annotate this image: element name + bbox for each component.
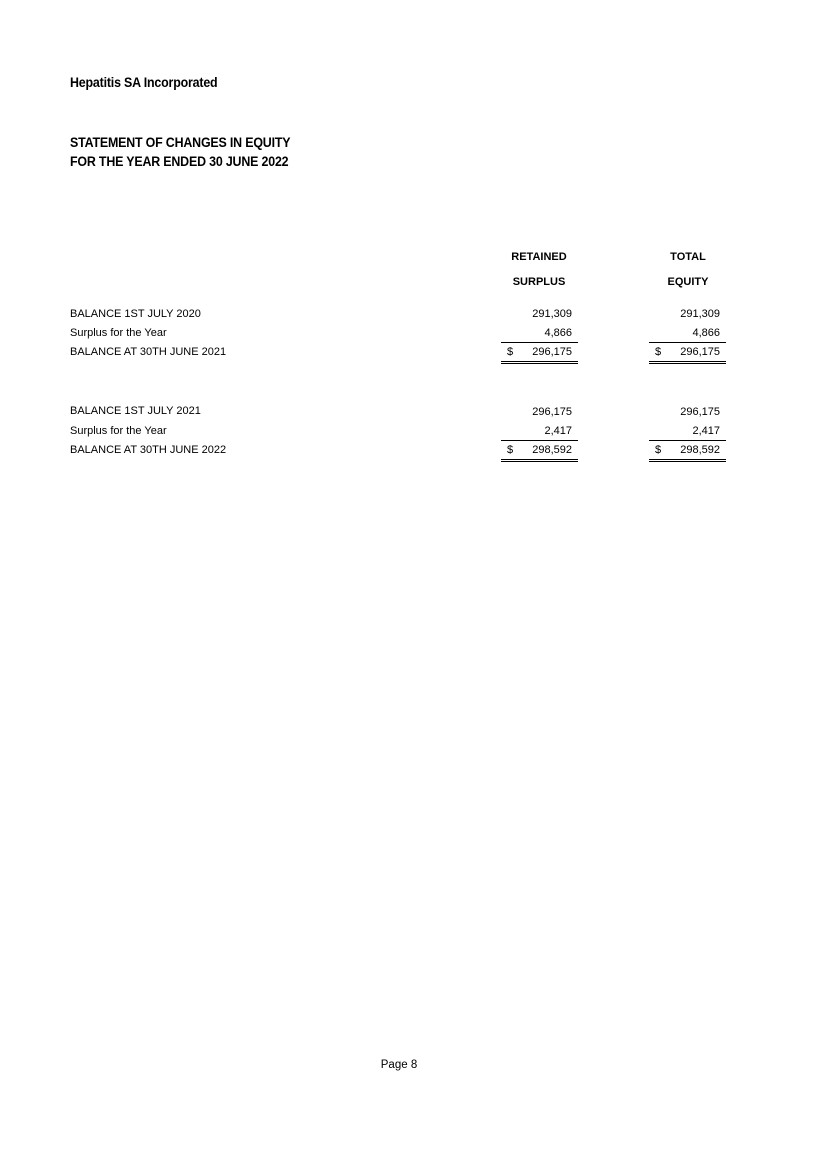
- cell-total-open-2021: [649, 405, 726, 422]
- currency-symbol: $: [507, 444, 514, 456]
- row-label-balance-close-2022: BALANCE AT 30TH JUNE 2022: [70, 444, 227, 456]
- page-number: Page 8: [380, 1059, 418, 1071]
- value: 296,175: [680, 406, 720, 418]
- column-header-retained-line1: RETAINED: [511, 251, 567, 263]
- row-label-balance-open-2020: BALANCE 1ST JULY 2020: [70, 308, 201, 320]
- organisation-name: Hepatitis SA Incorporated: [70, 75, 218, 90]
- value: 296,175: [532, 346, 572, 358]
- currency-symbol: $: [655, 346, 662, 358]
- statement-title-line1: STATEMENT OF CHANGES IN EQUITY: [70, 135, 291, 150]
- statement-title-line2: FOR THE YEAR ENDED 30 JUNE 2022: [70, 154, 289, 169]
- column-header-retained-line2: SURPLUS: [512, 276, 566, 288]
- value: 2,417: [692, 425, 720, 437]
- cell-total-open-2020: [649, 307, 726, 324]
- cell-total-surplus-2021: [649, 326, 726, 343]
- cell-retained-open-2020: [501, 307, 578, 324]
- value: 4,866: [544, 327, 572, 339]
- statement-title: [70, 133, 290, 171]
- cell-total-close-2021: [649, 345, 726, 364]
- value: 296,175: [680, 346, 720, 358]
- value: 296,175: [532, 406, 572, 418]
- value: 4,866: [692, 327, 720, 339]
- value: 291,309: [680, 308, 720, 320]
- cell-retained-surplus-2021: [501, 326, 578, 343]
- column-header-total-line2: EQUITY: [667, 276, 709, 288]
- row-label-surplus-2021: Surplus for the Year: [70, 327, 167, 339]
- cell-total-close-2022: [649, 443, 726, 462]
- cell-retained-open-2021: [501, 405, 578, 422]
- row-label-balance-close-2021: BALANCE AT 30TH JUNE 2021: [70, 346, 227, 358]
- row-label-surplus-2022: Surplus for the Year: [70, 425, 167, 437]
- column-header-retained-surplus: [489, 245, 589, 295]
- currency-symbol: $: [655, 444, 662, 456]
- cell-total-surplus-2022: [649, 424, 726, 441]
- value: 2,417: [544, 425, 572, 437]
- cell-retained-close-2021: [501, 345, 578, 364]
- value: 291,309: [532, 308, 572, 320]
- row-label-balance-open-2021: BALANCE 1ST JULY 2021: [70, 405, 201, 417]
- currency-symbol: $: [507, 346, 514, 358]
- column-header-total-equity: [638, 245, 738, 295]
- value: 298,592: [680, 444, 720, 456]
- cell-retained-close-2022: [501, 443, 578, 462]
- value: 298,592: [532, 444, 572, 456]
- column-header-total-line1: TOTAL: [670, 251, 706, 263]
- cell-retained-surplus-2022: [501, 424, 578, 441]
